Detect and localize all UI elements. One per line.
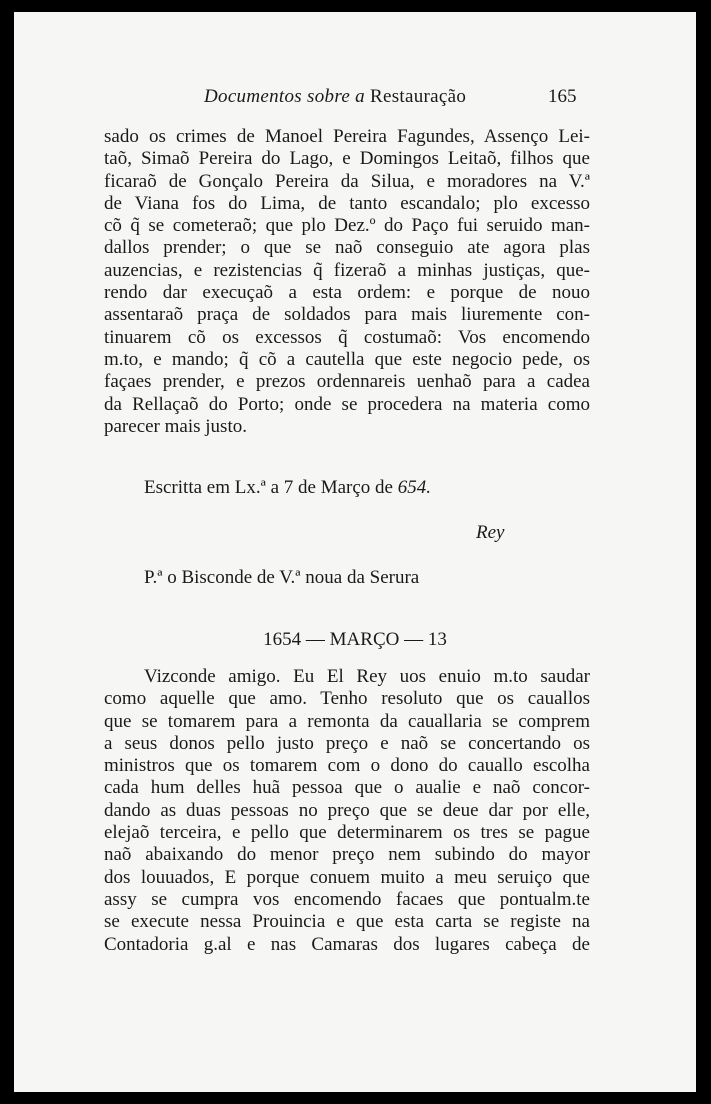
section-date-heading: 1654 — MARÇO — 13: [263, 629, 447, 650]
text-line: como aquelle que amo. Tenho resoluto que os cauallos: [104, 688, 590, 710]
text-line: dando as duas pessoas no preço que se deue dar por elle,: [104, 799, 590, 821]
text-line: a seus donos pello justo preço e naõ se concertando os: [104, 732, 590, 754]
text-line: assentaraõ praça de soldados para mais liuremente con-: [104, 304, 590, 326]
text-line: taõ, Simaõ Pereira do Lago, e Domingos Leitaõ, filhos que: [104, 148, 590, 170]
running-head-title-italic: Documentos sobre: [204, 86, 351, 107]
signature: Rey: [476, 522, 505, 543]
text-line: sado os crimes de Manoel Pereira Fagundes, Assenço Lei-: [104, 126, 590, 147]
page-number: 165: [548, 86, 577, 107]
text-line: naõ abaixando do menor preço nem subindo do mayor: [104, 844, 590, 866]
text-line: ficaraõ de Gonçalo Pereira da Silua, e moradores na V.ª: [104, 170, 590, 192]
text-line: parecer mais justo.: [104, 415, 247, 437]
running-head-title-article: a: [355, 86, 365, 107]
text-line: Vizconde amigo. Eu El Rey uos enuio m.to saudar: [144, 666, 590, 687]
text-line: se execute nessa Prouincia e que esta carta se registe na: [104, 911, 590, 933]
running-head-title-roman: Restauração: [370, 86, 467, 107]
text-line: rendo dar execuçaõ a esta ordem: e porque de nouo: [104, 282, 590, 304]
text-line: cõ q̃ se cometeraõ; que plo Dez.º do Paço fui seruido man-: [104, 215, 590, 237]
dateline-text: Escritta em Lx.ª a 7 de Março de: [144, 477, 393, 498]
paragraph-1: [104, 126, 590, 438]
text-line: dallos prender; o que se naõ conseguio ate agora plas: [104, 237, 590, 259]
dateline-year: 654.: [397, 477, 431, 498]
text-line: dos louuados, E porque conuem muito a meu seruiço que: [104, 866, 590, 888]
text-line: que se tomarem para a remonta da cauallaria se comprem: [104, 710, 590, 732]
dateline: [144, 477, 431, 499]
book-page: [14, 12, 696, 1092]
text-line: Contadoria g.al e nas Camaras dos lugares cabeça de: [104, 933, 590, 955]
text-line: tinuarem cõ os excessos q̃ costumaõ: Vos encomendo: [104, 326, 590, 348]
text-line: cada hum delles huã pessoa que o aualie e naõ concor-: [104, 777, 590, 799]
text-line: elejaõ terceira, e pello que determinarem os tres se pague: [104, 822, 590, 844]
text-line: assy se cumpra vos encomendo facaes que pontualm.te: [104, 888, 590, 910]
text-line: façaes prender, e prezos ordennareis uenhaõ para a cadea: [104, 371, 590, 393]
text-line: de Viana fos do Lima, de tanto escandalo; plo excesso: [104, 192, 590, 214]
text-line: da Rellaçaõ do Porto; onde se procedera na materia como: [104, 393, 590, 415]
text-line: ministros que os tomarem com o dono do cauallo escolha: [104, 755, 590, 777]
paragraph-2: [104, 666, 590, 956]
text-line: m.to, e mando; q̃ cõ a cautella que este negocio pede, os: [104, 348, 590, 370]
address-line: P.ª o Bisconde de V.ª noua da Serura: [144, 567, 420, 588]
running-head: [14, 86, 696, 116]
running-head-title: [204, 86, 466, 108]
text-line: auzencias, e rezistencias q̃ fizeraõ a minhas justiças, que-: [104, 259, 590, 281]
